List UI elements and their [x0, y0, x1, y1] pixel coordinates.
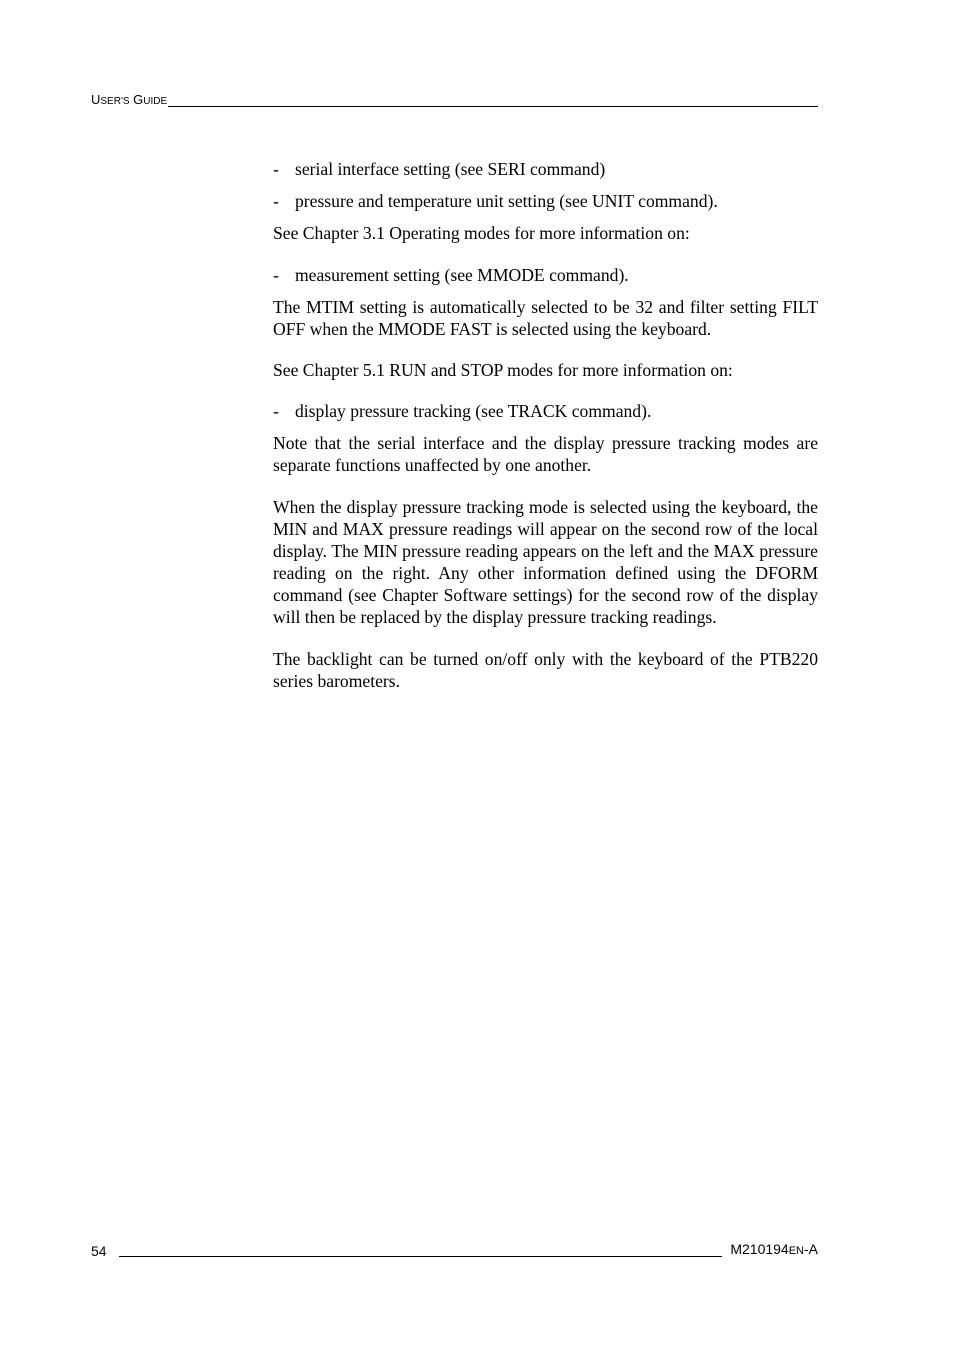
- page-body: [273, 158, 818, 692]
- paragraph: See Chapter 3.1 Operating modes for more information on:: [273, 223, 690, 243]
- bullet-list-settings: [273, 158, 818, 212]
- document-id: M210194EN-A: [730, 1241, 818, 1257]
- list-item: - pressure and temperature unit setting (see UNIT command).: [273, 191, 718, 211]
- paragraph: The backlight can be turned on/off only with the keyboard of the PTB220 series barometers.: [273, 649, 818, 691]
- header-title: USER'S GUIDE: [91, 92, 168, 107]
- list-item: - measurement setting (see MMODE command).: [273, 265, 629, 285]
- page-number: 54: [91, 1243, 107, 1259]
- page-header: [91, 92, 818, 110]
- paragraph: See Chapter 5.1 RUN and STOP modes for more information on:: [273, 360, 733, 380]
- list-item: - serial interface setting (see SERI command): [273, 159, 606, 179]
- header-rule: [168, 106, 818, 107]
- bullet-list-tracking: [273, 400, 818, 422]
- paragraph: When the display pressure tracking mode is selected using the keyboard, the MIN and MAX pressure readings will appear on the second row of the local display. The MIN pressure reading appears on the left and the MAX pressure reading on the right. Any other information defined using the DFORM command (see Chapter Software settings) for the second row of the display will then be replaced by the display pressure tracking readings.: [273, 497, 818, 627]
- bullet-list-measurement: [273, 264, 818, 286]
- page-footer: [91, 1240, 818, 1260]
- paragraph: The MTIM setting is automatically selected to be 32 and filter setting FILT OFF when the MMODE FAST is selected using the keyboard.: [273, 297, 818, 339]
- footer-rule: [119, 1256, 723, 1257]
- list-item: - display pressure tracking (see TRACK command).: [273, 401, 652, 421]
- paragraph: Note that the serial interface and the display pressure tracking modes are separate functions unaffected by one another.: [273, 433, 818, 475]
